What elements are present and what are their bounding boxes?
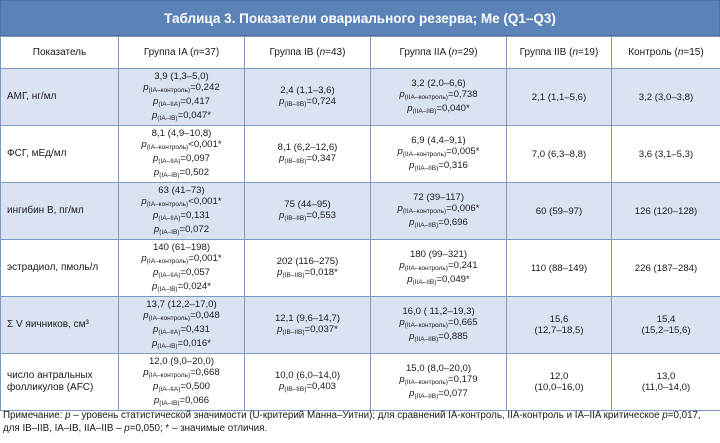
p-symbol: p: [152, 152, 159, 164]
p-value: [121, 367, 242, 381]
p-symbol: p: [277, 323, 283, 335]
p-symbol: p: [152, 380, 159, 392]
p-comparison: (IA–IB): [159, 399, 180, 407]
table-row: [1, 183, 720, 240]
p-comparison: (IB–IIB): [284, 385, 307, 393]
p-number: =0,072: [179, 223, 210, 235]
cell-value: 13,7 (12,2–17,0): [146, 298, 217, 310]
p-value: [121, 395, 242, 409]
table-footnote: [3, 409, 717, 435]
p-number: =0,241: [447, 259, 478, 271]
p-symbol: p: [278, 380, 285, 392]
p-symbol: p: [141, 195, 147, 207]
p-value: [373, 103, 504, 117]
ovarian-reserve-table: [0, 36, 720, 411]
cell-value: (12,7–18,5): [534, 325, 584, 336]
cell-value: 16,0 ( 11,2–19,3): [402, 305, 475, 317]
cell-value: 8,1 (4,9–10,8): [151, 127, 212, 139]
p-number: =0,502: [179, 166, 210, 178]
p-value: [121, 196, 242, 210]
table-cell: [119, 69, 245, 126]
p-symbol: p: [152, 323, 159, 335]
p-value: [121, 139, 242, 153]
row-label: ФСГ, мЕд/мл: [1, 126, 119, 183]
p-comparison: (IIA–контроль): [402, 207, 447, 215]
p-value: [247, 210, 368, 224]
p-value: [121, 310, 242, 324]
header-row: [1, 37, 720, 69]
p-number: =0,049*: [436, 273, 470, 285]
p-number: =0,553: [306, 209, 336, 221]
p-value: [373, 160, 504, 174]
p-comparison: (IA–IB): [159, 228, 180, 236]
table-cell: [371, 354, 507, 411]
p-comparison: (IIA–контроль): [402, 150, 447, 158]
p-comparison: (IB–IIB): [284, 157, 307, 165]
table-cell: [612, 240, 720, 297]
p-symbol: p: [152, 95, 159, 107]
p-comparison: (IIA–IIB): [414, 392, 439, 400]
header-group-ib: Группа IB (n=43): [245, 37, 371, 69]
p-symbol: p: [399, 88, 405, 100]
table-cell: [612, 297, 720, 354]
p-symbol: p: [409, 387, 415, 399]
cell-value: 12,0: [549, 371, 569, 382]
table-cell: [507, 297, 612, 354]
p-value: [121, 82, 242, 96]
p-symbol: p: [399, 373, 405, 385]
footnote-segment: =0,050; * – значимые отличия.: [129, 423, 268, 434]
cell-value: 110 (88–149): [530, 262, 588, 274]
p-comparison: (IA–контроль): [148, 314, 191, 322]
p-symbol: p: [152, 280, 158, 292]
p-number: =0,724: [306, 95, 336, 107]
table-cell: [371, 240, 507, 297]
p-symbol: p: [399, 316, 405, 328]
p-comparison: (IB–IIB): [284, 100, 307, 108]
p-number: =0,885: [438, 330, 468, 342]
cell-value: 140 (61–198): [152, 241, 211, 253]
p-symbol: p: [278, 95, 285, 107]
cell-value: 12,0 (9,0–20,0): [148, 355, 215, 367]
p-symbol: p: [407, 273, 413, 285]
p-value: [121, 110, 242, 124]
footnote-segment: p: [124, 423, 130, 434]
p-comparison: (IIA–контроль): [404, 321, 448, 329]
p-comparison: (IIA–IIB): [414, 221, 439, 229]
p-value: [373, 374, 504, 388]
table-cell: [119, 183, 245, 240]
p-number: =0,006*: [446, 202, 480, 214]
cell-value: 12,1 (9,6–14,7): [274, 312, 341, 324]
table-cell: [245, 69, 371, 126]
p-value: [373, 89, 504, 103]
cell-value: 15,0 (8,0–20,0): [405, 362, 472, 374]
p-number: =0,431: [180, 323, 210, 335]
row-label: ингибин В, пг/мл: [1, 183, 119, 240]
footnote-segment: p: [662, 410, 668, 421]
p-number: =0,242: [190, 81, 220, 93]
header-group-iib: Группа IIB (n=19): [507, 37, 612, 69]
p-symbol: p: [143, 81, 149, 93]
p-comparison: (IA–IB): [157, 114, 178, 122]
p-value: [247, 153, 368, 167]
p-symbol: p: [152, 337, 158, 349]
p-number: =0,316: [438, 159, 468, 171]
p-comparison: (IIA–контроль): [404, 264, 448, 272]
p-comparison: (IA–IB): [157, 285, 178, 293]
p-symbol: p: [397, 202, 403, 214]
cell-value: 75 (44–95): [284, 198, 331, 210]
cell-value: 126 (120–128): [634, 205, 698, 217]
p-value: [373, 274, 504, 288]
cell-value: (15,2–15,6): [641, 325, 691, 336]
table-cell: [245, 354, 371, 411]
p-value: [373, 388, 504, 402]
header-group-ia: Группа IA (n=37): [119, 37, 245, 69]
p-comparison: (IIA–контроль): [404, 378, 448, 386]
p-value: [247, 96, 368, 110]
p-comparison: (IA–IIA): [158, 214, 181, 222]
cell-value: 2,1 (1,1–5,6): [531, 91, 587, 103]
p-symbol: p: [277, 266, 283, 278]
cell-value: 15,4: [656, 314, 676, 325]
cell-value: 202 (116–275): [276, 255, 339, 267]
p-value: [373, 260, 504, 274]
p-symbol: p: [409, 159, 415, 171]
p-symbol: p: [152, 266, 159, 278]
p-number: =0,179: [447, 373, 478, 385]
p-symbol: p: [153, 394, 160, 406]
table-cell: [119, 126, 245, 183]
p-symbol: p: [141, 252, 147, 264]
cell-value: 6,9 (4,4–9,1): [411, 134, 466, 146]
p-comparison: (IA–контроль): [146, 200, 189, 208]
row-label: число антральных фолликулов (AFC): [1, 354, 119, 411]
cell-value: 3,2 (2,0–6,6): [411, 77, 466, 89]
p-number: =0,500: [180, 380, 210, 392]
table-cell: [245, 297, 371, 354]
p-number: =0,024*: [177, 280, 211, 292]
p-comparison: (IB–IIB): [282, 271, 305, 279]
p-number: <0,001*: [188, 195, 222, 207]
header-group-iia: Группа IIA (n=29): [371, 37, 507, 69]
p-comparison: (IA–IIA): [158, 271, 181, 279]
table-row: [1, 297, 720, 354]
p-comparison: (IA–контроль): [148, 371, 191, 379]
p-comparison: (IA–контроль): [146, 143, 189, 151]
table-cell: [371, 126, 507, 183]
cell-value: 15,6: [549, 314, 569, 325]
table-cell: [612, 126, 720, 183]
table-cell: [507, 183, 612, 240]
p-comparison: (IIA–IIB): [414, 335, 439, 343]
p-value: [373, 203, 504, 217]
table-cell: [119, 354, 245, 411]
cell-value: 180 (99–321): [409, 248, 468, 260]
footnote-segment: p: [65, 410, 71, 421]
row-label: Σ V яичников, см³: [1, 297, 119, 354]
p-symbol: p: [153, 223, 160, 235]
p-number: =0,417: [180, 95, 210, 107]
p-symbol: p: [278, 209, 285, 221]
p-value: [121, 224, 242, 238]
p-symbol: p: [278, 152, 285, 164]
p-value: [247, 324, 368, 338]
p-number: =0,668: [190, 366, 220, 378]
p-number: =0,057: [180, 266, 210, 278]
p-comparison: (IA–IB): [157, 342, 178, 350]
p-symbol: p: [143, 309, 149, 321]
p-number: =0,696: [438, 216, 468, 228]
cell-value: 3,2 (3,0–3,8): [638, 91, 694, 103]
table-cell: [612, 354, 720, 411]
p-value: [121, 167, 242, 181]
p-value: [121, 381, 242, 395]
p-number: =0,131: [180, 209, 210, 221]
p-symbol: p: [141, 138, 147, 150]
cell-value: 63 (41–73): [158, 184, 205, 196]
table-cell: [507, 354, 612, 411]
table-cell: [119, 297, 245, 354]
p-number: =0,040*: [436, 102, 470, 114]
cell-value: 72 (39–117): [412, 191, 465, 203]
p-number: =0,037*: [304, 323, 338, 335]
cell-value: 3,6 (3,1–5,3): [638, 148, 694, 160]
cell-value: 226 (187–284): [634, 262, 698, 274]
p-number: =0,066: [179, 394, 210, 406]
p-symbol: p: [409, 330, 415, 342]
table-cell: [507, 69, 612, 126]
p-value: [121, 281, 242, 295]
p-value: [373, 217, 504, 231]
p-number: =0,097: [180, 152, 210, 164]
header-indicator: Показатель: [1, 37, 119, 69]
row-label: эстрадиол, пмоль/л: [1, 240, 119, 297]
table-cell: [371, 183, 507, 240]
table-cell: [245, 240, 371, 297]
p-value: [121, 267, 242, 281]
p-comparison: (IA–IIA): [158, 328, 181, 336]
p-comparison: (IIA–IIB): [412, 107, 437, 115]
header-control: Контроль (n=15): [612, 37, 720, 69]
p-number: =0,005*: [446, 145, 480, 157]
cell-value: 60 (59–97): [535, 205, 583, 217]
p-value: [121, 96, 242, 110]
p-number: =0,048: [190, 309, 220, 321]
p-comparison: (IA–IB): [159, 171, 180, 179]
p-comparison: (IA–IIA): [158, 100, 181, 108]
table-cell: [371, 297, 507, 354]
p-symbol: p: [409, 216, 415, 228]
table-row: [1, 69, 720, 126]
table-cell: [371, 69, 507, 126]
p-number: =0,665: [447, 316, 478, 328]
p-symbol: p: [152, 109, 158, 121]
p-symbol: p: [399, 259, 405, 271]
p-value: [247, 381, 368, 395]
table-cell: [612, 183, 720, 240]
p-number: <0,001*: [188, 138, 222, 150]
cell-value: 8,1 (6,2–12,6): [277, 141, 338, 153]
p-comparison: (IA–контроль): [148, 86, 191, 94]
table-title: Таблица 3. Показатели овариального резерва; Ме (Q1–Q3): [0, 0, 720, 36]
p-symbol: p: [153, 166, 160, 178]
p-number: =0,738: [447, 88, 478, 100]
p-number: =0,347: [306, 152, 336, 164]
cell-value: (10,0–16,0): [534, 382, 584, 393]
p-value: [373, 146, 504, 160]
cell-value: 13,0: [656, 371, 676, 382]
table-cell: [507, 240, 612, 297]
cell-value: 3,9 (1,3–5,0): [154, 70, 209, 82]
cell-value: 2,4 (1,1–3,6): [280, 84, 335, 96]
p-comparison: (IIA–контроль): [404, 93, 448, 101]
p-number: =0,018*: [304, 266, 338, 278]
p-value: [373, 331, 504, 345]
table-row: [1, 240, 720, 297]
cell-value: 7,0 (6,3–8,8): [531, 148, 587, 160]
table-cell: [612, 69, 720, 126]
footnote-segment: – уровень статистической значимости (U-критерий Манна–Уитни); для сравнений IA-контроль, IIA-контроль и IA–IIA критическое: [70, 410, 663, 421]
p-value: [247, 267, 368, 281]
p-comparison: (IA–IIA): [158, 157, 181, 165]
p-comparison: (IA–IIA): [158, 385, 181, 393]
table-row: [1, 126, 720, 183]
p-number: =0,016*: [177, 337, 211, 349]
p-value: [121, 324, 242, 338]
p-symbol: p: [397, 145, 403, 157]
p-comparison: (IB–IIB): [284, 214, 307, 222]
p-value: [121, 338, 242, 352]
cell-value: 10,0 (6,0–14,0): [274, 369, 341, 381]
p-symbol: p: [152, 209, 159, 221]
p-comparison: (IIA–IIB): [412, 278, 437, 286]
p-symbol: p: [143, 366, 149, 378]
p-number: =0,047*: [177, 109, 211, 121]
p-value: [121, 153, 242, 167]
row-label: АМГ, нг/мл: [1, 69, 119, 126]
p-value: [121, 253, 242, 267]
table-cell: [119, 240, 245, 297]
cell-value: (11,0–14,0): [641, 382, 691, 393]
table-cell: [245, 183, 371, 240]
table-row: [1, 354, 720, 411]
p-symbol: p: [407, 102, 413, 114]
p-comparison: (IIA–IIB): [414, 164, 439, 172]
p-value: [121, 210, 242, 224]
p-value: [373, 317, 504, 331]
footnote-segment: =0,017, для IB–IIB, IA–IB, IIA–IIB –: [3, 410, 701, 434]
p-number: =0,077: [438, 387, 468, 399]
p-comparison: (IA–контроль): [146, 257, 189, 265]
table-cell: [507, 126, 612, 183]
p-number: =0,403: [306, 380, 336, 392]
table-cell: [245, 126, 371, 183]
p-number: =0,001*: [188, 252, 222, 264]
footnote-segment: Примечание:: [3, 410, 66, 421]
p-comparison: (IB–IIB): [282, 328, 305, 336]
